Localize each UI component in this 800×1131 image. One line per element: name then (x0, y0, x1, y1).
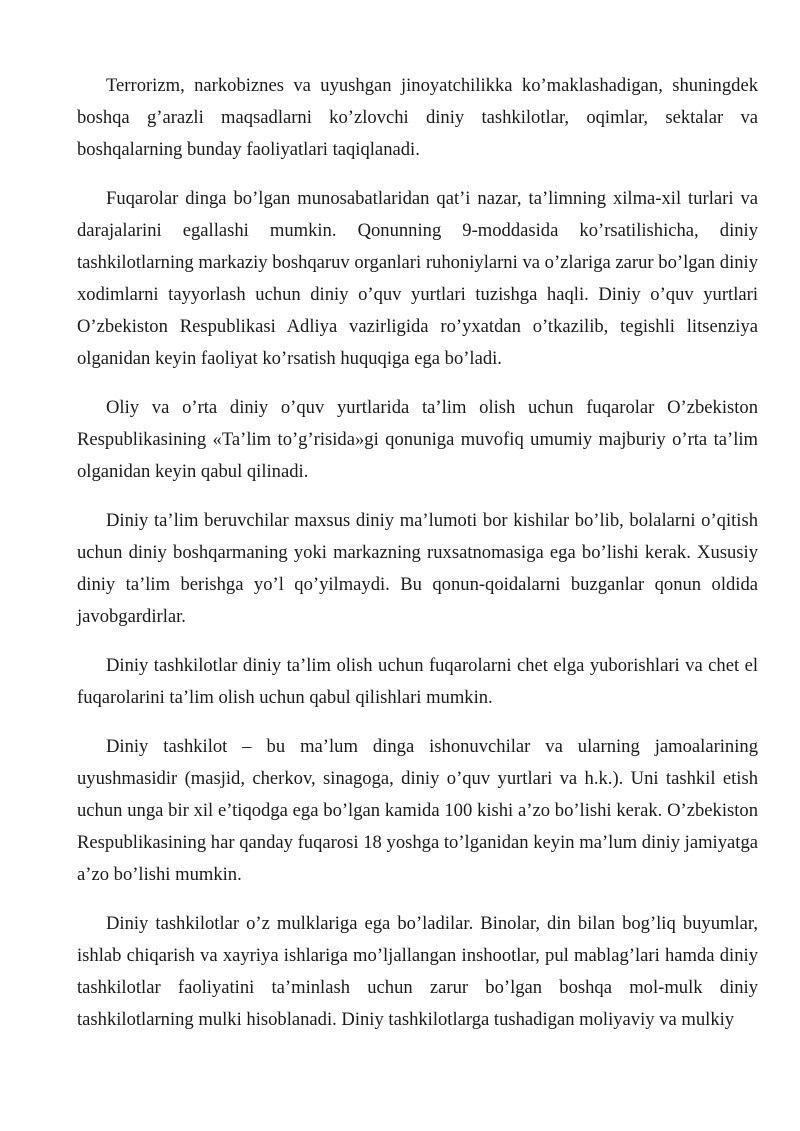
paragraph-1: Terrorizm, narkobiznes va uyushgan jinoyatchilikka ko’maklashadigan, shuningdek boshqa g’arazli maqsadlarni ko’zlovchi diniy tashkilotlar, oqimlar, sektalar va boshqalarning bunday faoliyatlari taqiqlanadi. (77, 75, 758, 160)
paragraph-7: Diniy tashkilotlar o’z mulklariga ega bo’ladilar. Binolar, din bilan bog’liq buyumlar, ishlab chiqarish va xayriya ishlariga mo’ljallangan inshootlar, pul mablag’lari hamda diniy tashkilotlar faoliyatini ta’minlash uchun zarur bo’lgan boshqa mol-mulk diniy tashkilotlarning mulki hisoblanadi. Diniy tashkilotlarga tushadigan moliyaviy va mulkiy (77, 913, 758, 1030)
paragraph-6: Diniy tashkilot – bu ma’lum dinga ishonuvchilar va ularning jamoalarining uyushmasidir (masjid, cherkov, sinagoga, diniy o’quv yurtlari va h.k.). Uni tashkil etish uchun unga bir xil e’tiqodga ega bo’lgan kamida 100 kishi a’zo bo’lishi kerak. O’zbekiston Respublikasining har qanday fuqarosi 18 yoshga to’lganidan keyin ma’lum diniy jamiyatga a’zo bo’lishi mumkin. (77, 736, 758, 885)
document-page (77, 70, 758, 1053)
paragraph-4: Diniy ta’lim beruvchilar maxsus diniy ma’lumoti bor kishilar bo’lib, bolalarni o’qitish uchun diniy boshqarmaning yoki markazning ruxsatnomasiga ega bo’lishi kerak. Xususiy diniy ta’lim berishga yo’l qo’yilmaydi. Bu qonun-qoidalarni buzganlar qonun oldida javobgardirlar. (77, 510, 758, 627)
paragraph-5: Diniy tashkilotlar diniy ta’lim olish uchun fuqarolarni chet elga yuborishlari va chet el fuqarolarini ta’lim olish uchun qabul qilishlari mumkin. (77, 655, 758, 708)
paragraph-2: Fuqarolar dinga bo’lgan munosabatlaridan qat’i nazar, ta’limning xilma-xil turlari va darajalarini egallashi mumkin. Qonunning 9-moddasida ko’rsatilishicha, diniy tashkilotlarning markaziy boshqaruv organlari ruhoniylarni va o’zlariga zarur bo’lgan diniy xodimlarni tayyorlash uchun diniy o’quv yurtlari tuzishga haqli. Diniy o’quv yurtlari O’zbekiston Respublikasi Adliya vazirligida ro’yxatdan o’tkazilib, tegishli litsenziya olganidan keyin faoliyat ko’rsatish huquqiga ega bo’ladi. (77, 188, 758, 369)
paragraph-3: Oliy va o’rta diniy o’quv yurtlarida ta’lim olish uchun fuqarolar O’zbekiston Respublikasining «Ta’lim to’g’risida»gi qonuniga muvofiq umumiy majburiy o’rta ta’lim olganidan keyin qabul qilinadi. (77, 397, 758, 482)
